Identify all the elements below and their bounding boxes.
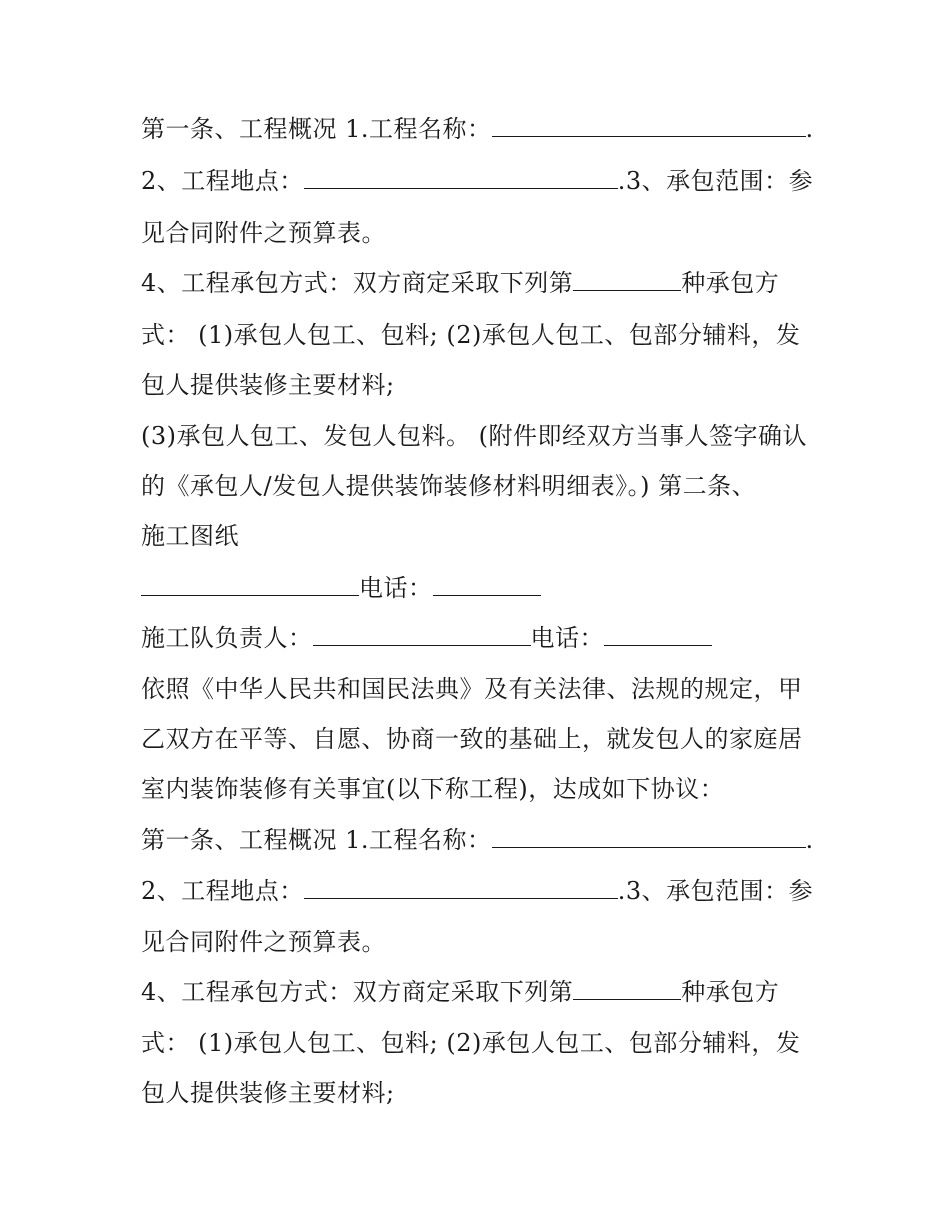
text-segment: 4、工程承包方式：双方商定采取下列第: [141, 269, 574, 297]
text-line: [141, 268, 779, 298]
fill-in-blank[interactable]: [573, 268, 681, 291]
text-segment: 种承包方: [681, 978, 780, 1006]
fill-in-blank[interactable]: [141, 573, 359, 596]
fill-in-blank[interactable]: [313, 623, 531, 646]
text-line: [141, 774, 724, 804]
text-segment: 电话：: [359, 574, 433, 602]
text-segment: 包人提供装修主要材料;: [141, 371, 395, 399]
text-line: [141, 521, 239, 551]
text-line: [141, 218, 386, 248]
text-line: [141, 1028, 800, 1058]
text-segment: 式： (1)承包人包工、包料; (2)承包人包工、包部分辅料，发: [141, 321, 801, 349]
fill-in-blank[interactable]: [604, 623, 712, 646]
text-line: [141, 977, 779, 1007]
text-line: [141, 724, 803, 754]
text-segment: 施工队负责人：: [141, 624, 313, 652]
text-segment: 式： (1)承包人包工、包料; (2)承包人包工、包部分辅料，发: [141, 1029, 801, 1057]
text-segment: 2、工程地点：: [141, 167, 304, 195]
text-line: [141, 927, 386, 957]
text-line: [141, 370, 395, 400]
fill-in-blank[interactable]: [433, 573, 541, 596]
text-segment: .3、承包范围：参: [617, 877, 814, 905]
fill-in-blank[interactable]: [573, 977, 681, 1000]
text-segment: 种承包方: [681, 269, 780, 297]
text-line: [141, 674, 803, 704]
fill-in-blank[interactable]: [304, 166, 618, 189]
text-line: [141, 114, 814, 144]
fill-in-blank[interactable]: [492, 825, 806, 848]
text-line: [141, 1078, 395, 1108]
text-segment: 施工图纸: [141, 522, 239, 550]
text-segment: .: [805, 115, 814, 143]
text-segment: 4、工程承包方式：双方商定采取下列第: [141, 978, 574, 1006]
fill-in-blank[interactable]: [304, 876, 618, 899]
text-line: [141, 471, 756, 501]
text-segment: 第一条、工程概况 1.工程名称：: [141, 115, 492, 143]
text-segment: 依照《中华人民共和国民法典》及有关法律、法规的规定，甲: [141, 675, 803, 703]
text-line: [141, 825, 814, 855]
text-segment: (3)承包人包工、发包人包料。 (附件即经双方当事人签字确认: [141, 422, 807, 450]
text-line: [141, 421, 807, 451]
text-line: [141, 623, 712, 653]
text-segment: 室内装饰装修有关事宜(以下称工程)，达成如下协议：: [141, 775, 725, 803]
text-segment: 见合同附件之预算表。: [141, 928, 386, 956]
text-segment: 电话：: [530, 624, 604, 652]
text-segment: 第一条、工程概况 1.工程名称：: [141, 826, 492, 854]
text-line: [141, 166, 813, 196]
text-segment: 2、工程地点：: [141, 877, 304, 905]
text-segment: .3、承包范围：参: [617, 167, 814, 195]
fill-in-blank[interactable]: [492, 114, 806, 137]
text-segment: 见合同附件之预算表。: [141, 219, 386, 247]
text-segment: .: [805, 826, 814, 854]
text-line: [141, 876, 813, 906]
text-segment: 包人提供装修主要材料;: [141, 1079, 395, 1107]
text-segment: 的《承包人/发包人提供装饰装修材料明细表》。) 第二条、: [141, 472, 757, 500]
text-line: [141, 573, 541, 603]
text-segment: 乙双方在平等、自愿、协商一致的基础上，就发包人的家庭居: [141, 725, 803, 753]
text-line: [141, 320, 800, 350]
